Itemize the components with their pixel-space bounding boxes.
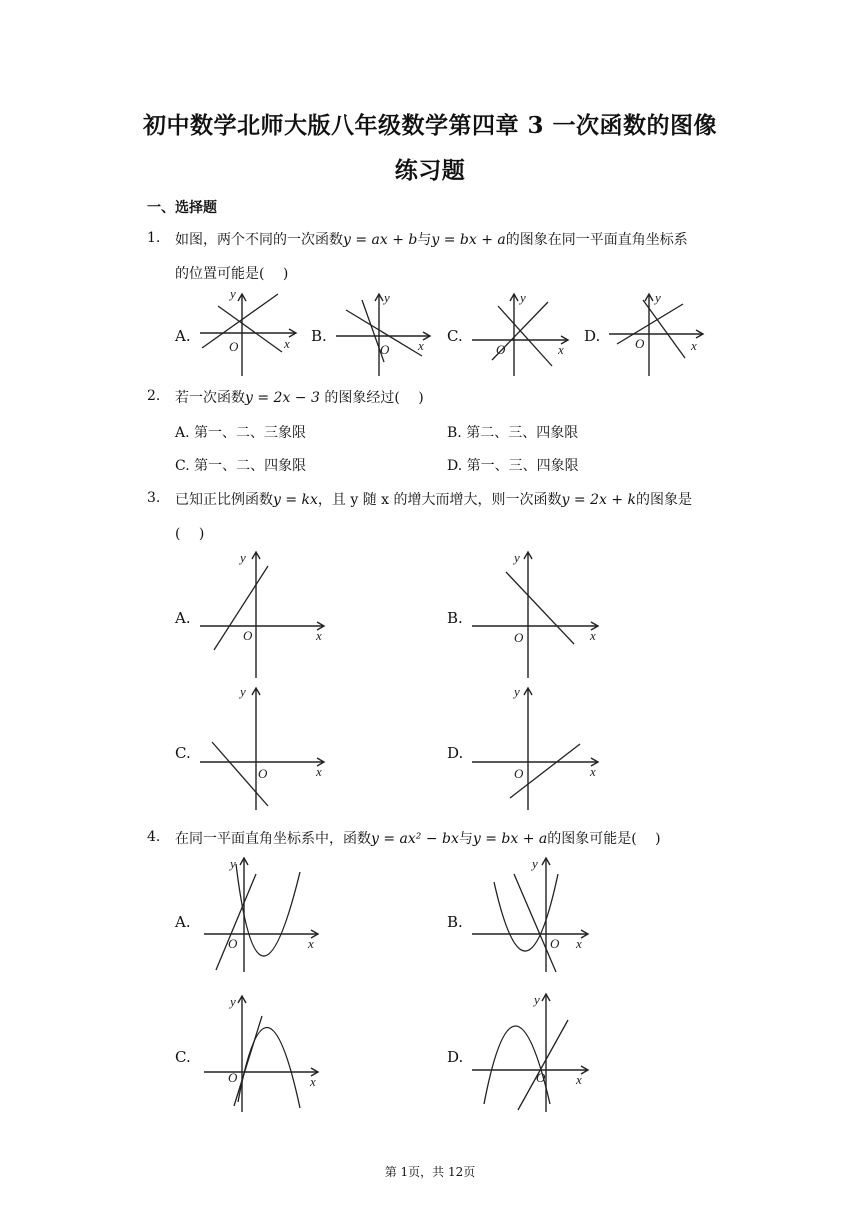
question-2-text xyxy=(175,388,424,408)
line xyxy=(234,1016,262,1106)
origin-label: O xyxy=(514,630,524,645)
option-d-label[interactable]: D. xyxy=(584,327,601,345)
line-2 xyxy=(218,306,282,352)
origin-label: O xyxy=(229,339,239,354)
q3-graph-c[interactable] xyxy=(196,682,336,812)
equation: y = ax² − bx xyxy=(371,831,459,847)
x-label: x xyxy=(590,628,596,643)
q4-graph-a[interactable] xyxy=(200,854,330,974)
equation: y = 2x + k xyxy=(561,492,636,508)
q1-graph-b[interactable] xyxy=(334,288,434,378)
option-a-label[interactable]: A. xyxy=(175,327,191,345)
question-text: 若一次函数 xyxy=(175,390,245,406)
question-number: 1. xyxy=(147,230,161,246)
q1-graph-d[interactable] xyxy=(605,288,710,378)
option-label: D. xyxy=(447,458,463,474)
origin-label: O xyxy=(380,342,390,357)
page-title-line2: 练习题 xyxy=(394,157,466,184)
option-label: B. xyxy=(447,425,462,441)
section-heading: 一、选择题 xyxy=(147,200,217,216)
equation: y = 2x − 3 xyxy=(245,390,320,406)
option-a-label[interactable]: A. xyxy=(175,913,191,931)
x-label: x xyxy=(316,628,322,643)
origin-label: O xyxy=(496,342,506,357)
origin-label: O xyxy=(550,936,560,951)
question-4-text xyxy=(175,829,720,849)
x-label: x xyxy=(558,342,564,357)
question-1-text-line2: 的位置可能是( ) xyxy=(175,266,289,282)
question-text: 的图象在同一平面直角坐标系 xyxy=(505,232,688,248)
line xyxy=(514,874,556,972)
y-label: y xyxy=(384,290,390,305)
q1-graph-c[interactable] xyxy=(468,288,578,378)
x-label: x xyxy=(316,764,322,779)
x-label: x xyxy=(590,764,596,779)
equation: y = bx + a xyxy=(431,232,506,248)
q3-graph-b[interactable] xyxy=(470,546,610,680)
origin-label: O xyxy=(228,936,238,951)
origin-label: O xyxy=(228,1070,238,1085)
x-label: x xyxy=(576,1072,582,1087)
line xyxy=(214,566,268,650)
line xyxy=(216,874,256,970)
q4-graph-d[interactable] xyxy=(470,988,600,1114)
parabola xyxy=(236,864,300,956)
equation: y = kx xyxy=(273,492,318,508)
y-label: y xyxy=(240,684,246,699)
q3-graph-a[interactable] xyxy=(196,546,336,680)
question-text: 与 xyxy=(417,232,432,248)
question-text: 已知正比例函数 xyxy=(175,492,273,508)
option-text: 第一、二、四象限 xyxy=(194,458,307,474)
option-text: 第一、二、三象限 xyxy=(194,425,307,441)
option-b[interactable] xyxy=(447,422,578,442)
parabola xyxy=(484,1026,550,1104)
line-1 xyxy=(202,294,278,348)
question-number: 3. xyxy=(147,490,161,506)
origin-label: O xyxy=(243,628,253,643)
page-footer: 第 1页，共 12页 xyxy=(384,1165,476,1179)
option-text: 第二、三、四象限 xyxy=(466,425,579,441)
option-c[interactable] xyxy=(175,455,306,475)
option-a[interactable] xyxy=(175,422,306,442)
origin-label: O xyxy=(258,766,268,781)
parabola xyxy=(494,874,558,951)
option-d[interactable] xyxy=(447,455,579,475)
origin-label: O xyxy=(514,766,524,781)
y-label: y xyxy=(655,290,661,305)
x-label: x xyxy=(310,1074,316,1089)
option-text: 第一、三、四象限 xyxy=(466,458,579,474)
q4-graph-b[interactable] xyxy=(470,854,600,974)
origin-label: O xyxy=(635,336,645,351)
x-label: x xyxy=(308,936,314,951)
question-1-text xyxy=(175,230,720,250)
question-text: 的图象可能是( ) xyxy=(547,831,661,847)
page-title: 初中数学北师大版八年级数学第四章 3 一次函数的图像 xyxy=(142,112,718,139)
question-3-text xyxy=(175,490,720,510)
option-a-label[interactable]: A. xyxy=(175,609,191,627)
question-text: 如图，两个不同的一次函数 xyxy=(175,232,343,248)
y-label: y xyxy=(230,286,236,301)
question-number: 4. xyxy=(147,829,161,845)
y-label: y xyxy=(240,550,246,565)
line-2 xyxy=(498,306,552,366)
option-c-label[interactable]: C. xyxy=(175,1048,191,1066)
option-d-label[interactable]: D. xyxy=(447,744,464,762)
question-text: 在同一平面直角坐标系中，函数 xyxy=(175,831,371,847)
question-number: 2. xyxy=(147,388,161,404)
y-label: y xyxy=(520,290,526,305)
equation: y = bx + a xyxy=(472,831,548,847)
option-label: A. xyxy=(175,425,190,441)
option-b-label[interactable]: B. xyxy=(447,913,463,931)
parabola xyxy=(238,1027,300,1108)
question-text: 的图象是 xyxy=(636,492,692,508)
x-label: x xyxy=(691,338,697,353)
option-c-label[interactable]: C. xyxy=(447,327,463,345)
question-3-text-line2: ( ) xyxy=(175,526,205,542)
option-b-label[interactable]: B. xyxy=(447,609,463,627)
option-d-label[interactable]: D. xyxy=(447,1048,464,1066)
q3-graph-d[interactable] xyxy=(470,682,610,812)
y-label: y xyxy=(534,992,540,1007)
option-c-label[interactable]: C. xyxy=(175,744,191,762)
origin-label: O xyxy=(536,1070,546,1085)
option-b-label[interactable]: B. xyxy=(311,327,327,345)
option-label: C. xyxy=(175,458,190,474)
y-label: y xyxy=(230,856,236,871)
question-text: 的图象经过( ) xyxy=(319,390,424,406)
question-text: ，且 y 随 x 的增大而增大，则一次函数 xyxy=(317,492,562,508)
x-label: x xyxy=(576,936,582,951)
x-label: x xyxy=(284,336,290,351)
y-label: y xyxy=(532,856,538,871)
y-label: y xyxy=(230,994,236,1009)
x-label: x xyxy=(418,338,424,353)
question-text: 与 xyxy=(458,831,473,847)
q4-graph-c[interactable] xyxy=(200,990,330,1114)
q1-graph-a[interactable] xyxy=(196,286,306,378)
equation: y = ax + b xyxy=(343,232,418,248)
y-label: y xyxy=(514,550,520,565)
y-label: y xyxy=(514,684,520,699)
